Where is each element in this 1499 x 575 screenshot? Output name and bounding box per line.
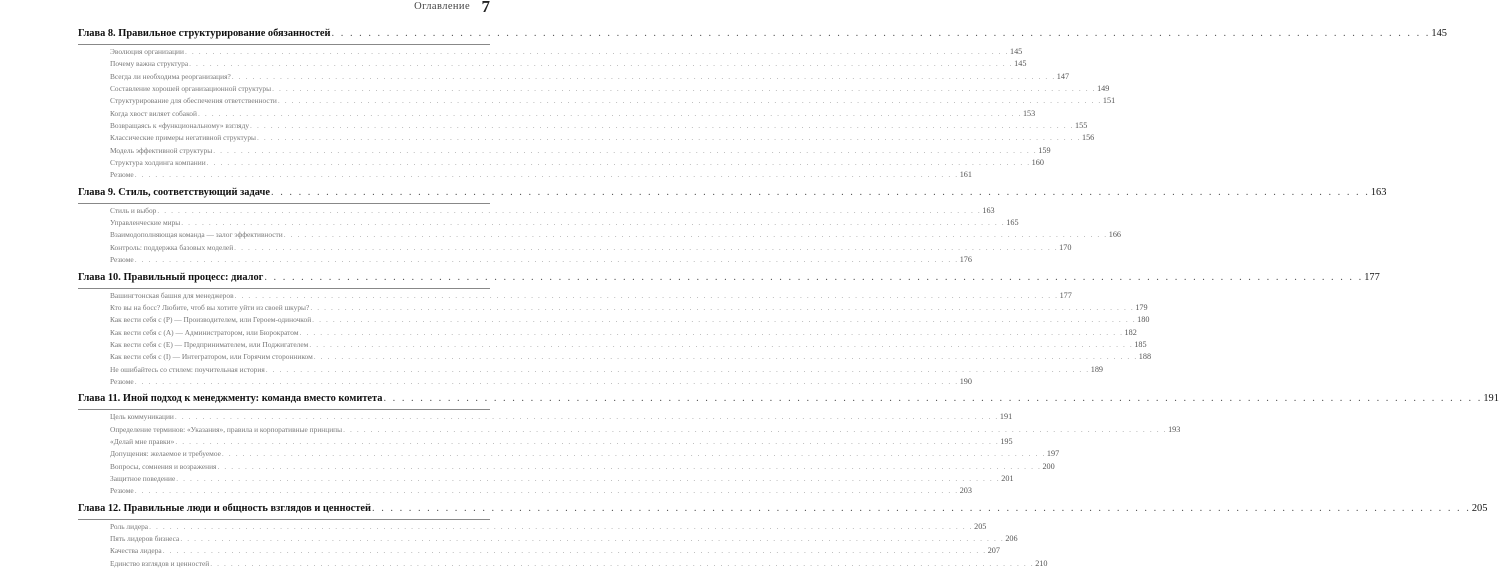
chapter-heading (78, 186, 1387, 202)
dot-leader: . . . . . . . . . . . . . . . . . . . . . . . . . . . . . . . . . . . . . . . . . . . . . . . . . . . . . . . . . . . . . . . . . . . . . . . . . . . . . . . . . . . . . . . . . . . . . . . . . . . . . . . . . . . . . . . . . . . . . . . . (149, 521, 974, 531)
dot-leader: . . . . . . . . . . . . . . . . . . . . . . . . . . . . . . . . . . . . . . . . . . . . . . . . . . . . . . . . . . . . . . . . . . . . . . . . . . . . . . . . . . . . . . . . . . . . . . . . . . . . . . . . . . . . . . . . . . . . . . . . (299, 327, 1124, 337)
toc-entry-title: Управленческие миры (110, 218, 181, 228)
toc-entry (110, 327, 1137, 340)
toc-entry-title: Резюме (110, 170, 134, 180)
toc-entry (110, 145, 1051, 158)
toc-entry-page: 180 (1137, 315, 1150, 325)
toc-entry (110, 449, 1060, 461)
toc-entry (110, 47, 1023, 59)
dot-leader: . . . . . . . . . . . . . . . . . . . . . . . . . . . . . . . . . . . . . . . . . . . . . . . . . . . . . . . . . . . . . . . . . . . . . . . . . . . . . . . . . . . . . . . . . . . . . . . . . . . . . . . . . . . . . . . . . . . . . . . . (277, 96, 1102, 106)
chapter-section (78, 393, 1499, 502)
toc-entry-page: 206 (1005, 534, 1018, 543)
toc-entry-title: Цель коммуникации (110, 412, 174, 422)
toc-entry-title: Как вести себя с (P) — Производителем, или Героем-одиночкой (110, 315, 312, 325)
dot-leader: . . . . . . . . . . . . . . . . . . . . . . . . . . . . . . . . . . . . . . . . . . . . . . . . . . . . . . . . . . . . . . . . . . . . . . . . . . . . . . . . . . . . . . . . . . . . . . . . . . . . . . . . . . . . . . . . . . . . . . . . (250, 121, 1075, 131)
toc-entry-page: 210 (1035, 558, 1048, 568)
dot-leader: . . . . . . . . . . . . . . . . . . . . . . . . . . . . . . . . . . . . . . . . . . . . . . . . . . . . . . . . . . . . . . . . . . . . . . . . . . . . . . . . . . . . . . . . . . . . . . . . . . . . . . . . . . . . . . . . . . . . . . . . (134, 170, 959, 180)
toc-entry-title: Вашингтонская башня для менеджеров (110, 290, 234, 300)
toc-entry (110, 558, 1048, 571)
toc-entry (110, 133, 1095, 145)
toc-entry (110, 302, 1148, 315)
toc-entry-title: Структурирование для обеспечения ответственности (110, 96, 277, 106)
chapter-section (78, 502, 1488, 575)
toc-entry-page: 161 (959, 170, 972, 180)
dot-leader: . . . . . . . . . . . . . . . . . . . . . . . . . . . . . . . . . . . . . . . . . . . . . . . . . . . . . . . . . . . . . . . . . . . . . . . . . . . . . . . . . . . . . . . . . . . . . . . . . . . . . . . . . . . . . . . . . . . . . . . . (272, 84, 1097, 94)
toc-entry-title: Как вести себя с (A) — Администратором, или Бюрократом (110, 327, 299, 337)
toc-entry-page: 185 (1134, 339, 1147, 349)
dot-leader: . . . . . . . . . . . . . . . . . . . . . . . . . . . . . . . . . . . . . . . . . . . . . . . . . . . . . . . . . . . . . . . . . . . . . . . . . . . . . . . . . . . . . . . . . . . . . . . . . . . . . . . . . . . . . . . . . . . . . . . . (134, 255, 959, 265)
toc-entry-title: Составление хорошей организационной структуры (110, 84, 272, 94)
toc-entry (110, 461, 1055, 474)
toc-entry-page: 147 (1056, 71, 1070, 81)
toc-entry-page: 156 (1081, 133, 1095, 143)
toc-entry (110, 486, 972, 498)
chapter-heading-title: Глава 12. Правильные люди и общность взглядов и ценностей (78, 502, 371, 514)
toc-entry (110, 352, 1152, 364)
dot-leader: . . . . . . . . . . . . . . . . . . . . . . . . . . . . . . . . . . . . . . . . . . . . . . . . . . . . . . . . . . . . . . . . . . . . . . . . . . . . . . . . . . . . . . . . . . . . . . . . . . . . . . . . . . . . . . . . . . . . . . . . (176, 473, 1001, 483)
toc-entry-title: Контроль: поддержка базовых моделей (110, 242, 234, 252)
toc-entry (110, 71, 1070, 84)
toc-entry (110, 315, 1150, 327)
dot-leader: . . . . . . . . . . . . . . . . . . . . . . . . . . . . . . . . . . . . . . . . . . . . . . . . . . . . . . . . . . . . . . . . . . . . . . . . . . . . . . . . . . . . . . . . . . . . . . . . . . . . . . . . . . . . . . . . . . . . . . . . (197, 108, 1022, 118)
dot-leader: . . . . . . . . . . . . . . . . . . . . . . . . . . . . . . . . . . . . . . . . . . . . . . . . . . . . . . . . . . . . . . . . . . . . . . . . . . . . . . . . . . . . . . . . . . . . . . . . . . . . . . . . . . . . . . . . . . . . . . . . (383, 393, 1483, 405)
toc-entry (110, 59, 1027, 71)
chapter-heading-page: 191 (1483, 393, 1499, 405)
toc-entry-title: Роль лидера (110, 521, 149, 531)
chapter-rule (78, 409, 490, 410)
toc-entry-page: 165 (1006, 218, 1019, 228)
dot-leader: . . . . . . . . . . . . . . . . . . . . . . . . . . . . . . . . . . . . . . . . . . . . . . . . . . . . . . . . . . . . . . . . . . . . . . . . . . . . . . . . . . . . . . . . . . . . . . . . . . . . . . . . . . . . . . . . . . . . . . . . (221, 449, 1046, 459)
toc-entry-page: 205 (974, 521, 987, 531)
toc-entry-title: Почему важна структура (110, 59, 189, 69)
chapter-items (110, 521, 1048, 571)
dot-leader: . . . . . . . . . . . . . . . . . . . . . . . . . . . . . . . . . . . . . . . . . . . . . . . . . . . . . . . . . . . . . . . . . . . . . . . . . . . . . . . . . . . . . . . . . . . . . . . . . . . . . . . . . . . . . . . . . . . . . . . . (213, 145, 1038, 155)
toc-entry (110, 121, 1088, 133)
toc-entry-title: Защитное поведение (110, 473, 176, 483)
chapter-rule (78, 44, 490, 45)
toc-entry-title: Взаимодополняющая команда — залог эффективности (110, 230, 283, 240)
dot-leader: . . . . . . . . . . . . . . . . . . . . . . . . . . . . . . . . . . . . . . . . . . . . . . . . . . . . . . . . . . . . . . . . . . . . . . . . . . . . . . . . . . . . . . . . . . . . . . . . . . . . . . . . . . . . . . . . . . . . . . . . (157, 205, 982, 215)
dot-leader: . . . . . . . . . . . . . . . . . . . . . . . . . . . . . . . . . . . . . . . . . . . . . . . . . . . . . . . . . . . . . . . . . . . . . . . . . . . . . . . . . . . . . . . . . . . . . . . . . . . . . . . . . . . . . . . . . . . . . . . . (283, 230, 1108, 240)
toc-entry-page: 166 (1108, 230, 1122, 240)
toc-entry-title: Структура холдинга компании (110, 158, 206, 168)
toc-entry-page: 195 (1000, 436, 1013, 446)
chapter-heading (78, 393, 1499, 408)
toc-entry (110, 290, 1072, 303)
chapter-rule (78, 519, 490, 520)
chapter-heading (78, 28, 1447, 43)
dot-leader: . . . . . . . . . . . . . . . . . . . . . . . . . . . . . . . . . . . . . . . . . . . . . . . . . . . . . . . . . . . . . . . . . . . . . . . . . . . . . . . . . . . . . . . . . . . . . . . . . . . . . . . . . . . . . . . . . . . . . . . . (271, 186, 1370, 198)
toc-entry-title: Вопросы, сомнения и возражения (110, 461, 217, 471)
toc-entry-title: Модель эффективной структуры (110, 145, 213, 155)
page-number: 7 (481, 0, 490, 16)
dot-leader: . . . . . . . . . . . . . . . . . . . . . . . . . . . . . . . . . . . . . . . . . . . . . . . . . . . . . . . . . . . . . . . . . . . . . . . . . . . . . . . . . . . . . . . . . . . . . . . . . . . . . . . . . . . . . . . . . . . . . . . . (162, 546, 987, 556)
toc-entry (110, 218, 1019, 230)
toc-entry-title: Определение терминов: «Указания», правила и корпоративные принципы (110, 424, 343, 434)
toc-entry-title: Качества лидера (110, 546, 162, 556)
toc-entry (110, 96, 1116, 108)
toc-entry-title: Допущения: желаемое и требуемое (110, 449, 221, 459)
dot-leader: . . . . . . . . . . . . . . . . . . . . . . . . . . . . . . . . . . . . . . . . . . . . . . . . . . . . . . . . . . . . . . . . . . . . . . . . . . . . . . . . . . . . . . . . . . . . . . . . . . . . . . . . . . . . . . . . . . . . . . . . (184, 47, 1009, 56)
toc-entry-page: 145 (1009, 47, 1023, 56)
dot-leader: . . . . . . . . . . . . . . . . . . . . . . . . . . . . . . . . . . . . . . . . . . . . . . . . . . . . . . . . . . . . . . . . . . . . . . . . . . . . . . . . . . . . . . . . . . . . . . . . . . . . . . . . . . . . . . . . . . . . . . . . (174, 412, 999, 422)
toc-entry-page: 190 (959, 376, 972, 386)
dot-leader: . . . . . . . . . . . . . . . . . . . . . . . . . . . . . . . . . . . . . . . . . . . . . . . . . . . . . . . . . . . . . . . . . . . . . . . . . . . . . . . . . . . . . . . . . . . . . . . . . . . . . . . . . . . . . . . . . . . . . . . . (372, 502, 1471, 514)
chapter-rule (78, 288, 490, 289)
chapter-heading (78, 502, 1488, 518)
chapter-items (110, 47, 1116, 183)
toc-entry (110, 376, 972, 389)
chapter-items (110, 205, 1122, 268)
toc-entry-page: 200 (1042, 461, 1055, 471)
toc-entry (110, 205, 995, 218)
toc-entry-page: 188 (1138, 352, 1152, 362)
toc-entry-page: 182 (1124, 327, 1137, 337)
dot-leader: . . . . . . . . . . . . . . . . . . . . . . . . . . . . . . . . . . . . . . . . . . . . . . . . . . . . . . . . . . . . . . . . . . . . . . . . . . . . . . . . . . . . . . . . . . . . . . . . . . . . . . . . . . . . . . . . . . . . . . . . (181, 218, 1006, 228)
toc-entry-title: Резюме (110, 486, 134, 496)
table-of-contents (78, 28, 1499, 575)
toc-entry-page: 203 (959, 486, 972, 496)
toc-entry-title: «Делай мне правки» (110, 436, 175, 446)
chapter-heading-page: 163 (1370, 186, 1387, 198)
toc-entry (110, 158, 1044, 170)
dot-leader: . . . . . . . . . . . . . . . . . . . . . . . . . . . . . . . . . . . . . . . . . . . . . . . . . . . . . . . . . . . . . . . . . . . . . . . . . . . . . . . . . . . . . . . . . . . . . . . . . . . . . . . . . . . . . . . . . . . . . . . . (310, 302, 1135, 312)
toc-entry-page: 151 (1102, 96, 1116, 106)
toc-entry (110, 84, 1110, 96)
dot-leader: . . . . . . . . . . . . . . . . . . . . . . . . . . . . . . . . . . . . . . . . . . . . . . . . . . . . . . . . . . . . . . . . . . . . . . . . . . . . . . . . . . . . . . . . . . . . . . . . . . . . . . . . . . . . . . . . . . . . . . . . (343, 424, 1168, 434)
toc-entry-page: 176 (959, 255, 972, 265)
toc-entry (110, 364, 1104, 377)
dot-leader: . . . . . . . . . . . . . . . . . . . . . . . . . . . . . . . . . . . . . . . . . . . . . . . . . . . . . . . . . . . . . . . . . . . . . . . . . . . . . . . . . . . . . . . . . . . . . . . . . . . . . . . . . . . . . . . . . . . . . . . . (309, 339, 1134, 349)
toc-entry-page: 159 (1038, 145, 1051, 155)
dot-leader: . . . . . . . . . . . . . . . . . . . . . . . . . . . . . . . . . . . . . . . . . . . . . . . . . . . . . . . . . . . . . . . . . . . . . . . . . . . . . . . . . . . . . . . . . . . . . . . . . . . . . . . . . . . . . . . . . . . . . . . . (206, 158, 1031, 168)
dot-leader: . . . . . . . . . . . . . . . . . . . . . . . . . . . . . . . . . . . . . . . . . . . . . . . . . . . . . . . . . . . . . . . . . . . . . . . . . . . . . . . . . . . . . . . . . . . . . . . . . . . . . . . . . . . . . . . . . . . . . . . . (256, 133, 1081, 143)
running-title: Оглавление (414, 1, 470, 12)
toc-entry-page: 197 (1046, 449, 1060, 459)
toc-entry (110, 170, 972, 182)
toc-entry-title: Не ошибайтесь со стилем: поучительная история (110, 364, 265, 374)
dot-leader: . . . . . . . . . . . . . . . . . . . . . . . . . . . . . . . . . . . . . . . . . . . . . . . . . . . . . . . . . . . . . . . . . . . . . . . . . . . . . . . . . . . . . . . . . . . . . . . . . . . . . . . . . . . . . . . . . . . . . . . . (210, 558, 1035, 568)
toc-entry-page: 163 (982, 205, 995, 215)
toc-entry (110, 255, 972, 267)
chapter-rule (78, 203, 490, 204)
chapter-heading-page: 177 (1364, 271, 1380, 283)
toc-entry-title: Как вести себя с (E) — Предпринимателем, или Поджигателем (110, 339, 309, 349)
toc-entry-title: Эволюция организации (110, 47, 184, 56)
toc-entry (110, 436, 1013, 449)
toc-entry-title: Единство взглядов и ценностей (110, 558, 210, 568)
toc-entry-page: 179 (1135, 302, 1148, 312)
toc-entry-title: Возвращаясь к «функциональному» взгляду (110, 121, 250, 131)
toc-entry-page: 201 (1001, 473, 1014, 483)
chapter-section (78, 271, 1380, 394)
toc-entry (110, 473, 1014, 486)
dot-leader: . . . . . . . . . . . . . . . . . . . . . . . . . . . . . . . . . . . . . . . . . . . . . . . . . . . . . . . . . . . . . . . . . . . . . . . . . . . . . . . . . . . . . . . . . . . . . . . . . . . . . . . . . . . . . . . . . . . . . . . . (234, 290, 1059, 300)
toc-entry-page: 170 (1059, 242, 1072, 252)
toc-entry (110, 424, 1181, 437)
chapter-heading-title: Глава 11. Иной подход к менеджменту: команда вместо комитета (78, 393, 383, 405)
dot-leader: . . . . . . . . . . . . . . . . . . . . . . . . . . . . . . . . . . . . . . . . . . . . . . . . . . . . . . . . . . . . . . . . . . . . . . . . . . . . . . . . . . . . . . . . . . . . . . . . . . . . . . . . . . . . . . . . . . . . . . . . (312, 315, 1137, 325)
chapter-heading-page: 205 (1471, 502, 1488, 514)
chapter-heading-title: Глава 9. Стиль, соответствующий задаче (78, 186, 270, 198)
chapter-section (78, 186, 1387, 272)
toc-entry-page: 177 (1059, 290, 1072, 300)
toc-entry-page: 193 (1168, 424, 1181, 434)
dot-leader: . . . . . . . . . . . . . . . . . . . . . . . . . . . . . . . . . . . . . . . . . . . . . . . . . . . . . . . . . . . . . . . . . . . . . . . . . . . . . . . . . . . . . . . . . . . . . . . . . . . . . . . . . . . . . . . . . . . . . . . . (331, 28, 1431, 39)
dot-leader: . . . . . . . . . . . . . . . . . . . . . . . . . . . . . . . . . . . . . . . . . . . . . . . . . . . . . . . . . . . . . . . . . . . . . . . . . . . . . . . . . . . . . . . . . . . . . . . . . . . . . . . . . . . . . . . . . . . . . . . . (313, 352, 1138, 362)
toc-entry-page: 145 (1014, 59, 1027, 69)
dot-leader: . . . . . . . . . . . . . . . . . . . . . . . . . . . . . . . . . . . . . . . . . . . . . . . . . . . . . . . . . . . . . . . . . . . . . . . . . . . . . . . . . . . . . . . . . . . . . . . . . . . . . . . . . . . . . . . . . . . . . . . . (217, 461, 1042, 471)
toc-entry (110, 339, 1147, 352)
chapter-section (78, 28, 1447, 187)
toc-entry-title: Классические примеры негативной структуры (110, 133, 256, 143)
toc-entry-title: Стиль и выбор (110, 205, 157, 215)
dot-leader: . . . . . . . . . . . . . . . . . . . . . . . . . . . . . . . . . . . . . . . . . . . . . . . . . . . . . . . . . . . . . . . . . . . . . . . . . . . . . . . . . . . . . . . . . . . . . . . . . . . . . . . . . . . . . . . . . . . . . . . . (134, 486, 959, 496)
dot-leader: . . . . . . . . . . . . . . . . . . . . . . . . . . . . . . . . . . . . . . . . . . . . . . . . . . . . . . . . . . . . . . . . . . . . . . . . . . . . . . . . . . . . . . . . . . . . . . . . . . . . . . . . . . . . . . . . . . . . . . . . (134, 376, 959, 386)
toc-entry-page: 191 (999, 412, 1013, 422)
chapter-items (110, 412, 1181, 498)
toc-entry (110, 521, 987, 534)
chapter-heading-title: Глава 8. Правильное структурирование обязанностей (78, 28, 331, 39)
toc-entry-page: 149 (1097, 84, 1110, 94)
toc-entry-title: Кто вы на босс? Любите, чтоб вы хотите уйти из своей шкуры? (110, 302, 310, 312)
toc-entry (110, 546, 1000, 558)
toc-entry-page: 155 (1075, 121, 1088, 131)
dot-leader: . . . . . . . . . . . . . . . . . . . . . . . . . . . . . . . . . . . . . . . . . . . . . . . . . . . . . . . . . . . . . . . . . . . . . . . . . . . . . . . . . . . . . . . . . . . . . . . . . . . . . . . . . . . . . . . . . . . . . . . . (180, 534, 1005, 543)
page-header (0, 0, 500, 22)
toc-entry-title: Резюме (110, 255, 134, 265)
toc-entry-page: 207 (987, 546, 1000, 556)
chapter-heading-title: Глава 10. Правильный процесс: диалог (78, 271, 264, 283)
dot-leader: . . . . . . . . . . . . . . . . . . . . . . . . . . . . . . . . . . . . . . . . . . . . . . . . . . . . . . . . . . . . . . . . . . . . . . . . . . . . . . . . . . . . . . . . . . . . . . . . . . . . . . . . . . . . . . . . . . . . . . . . (264, 271, 1364, 283)
toc-entry-title: Когда хвост виляет собакой (110, 108, 197, 118)
toc-entry-title: Резюме (110, 376, 134, 386)
chapter-items (110, 290, 1152, 390)
toc-entry-page: 189 (1090, 364, 1104, 374)
chapter-heading-page: 145 (1431, 28, 1447, 39)
dot-leader: . . . . . . . . . . . . . . . . . . . . . . . . . . . . . . . . . . . . . . . . . . . . . . . . . . . . . . . . . . . . . . . . . . . . . . . . . . . . . . . . . . . . . . . . . . . . . . . . . . . . . . . . . . . . . . . . . . . . . . . . (189, 59, 1014, 69)
toc-entry-title: Всегда ли необходима реорганизация? (110, 71, 231, 81)
chapter-heading (78, 271, 1380, 287)
dot-leader: . . . . . . . . . . . . . . . . . . . . . . . . . . . . . . . . . . . . . . . . . . . . . . . . . . . . . . . . . . . . . . . . . . . . . . . . . . . . . . . . . . . . . . . . . . . . . . . . . . . . . . . . . . . . . . . . . . . . . . . . (265, 364, 1090, 374)
toc-entry-title: Пять лидеров бизнеса (110, 534, 180, 543)
toc-entry (110, 242, 1072, 255)
dot-leader: . . . . . . . . . . . . . . . . . . . . . . . . . . . . . . . . . . . . . . . . . . . . . . . . . . . . . . . . . . . . . . . . . . . . . . . . . . . . . . . . . . . . . . . . . . . . . . . . . . . . . . . . . . . . . . . . . . . . . . . . (234, 242, 1059, 252)
dot-leader: . . . . . . . . . . . . . . . . . . . . . . . . . . . . . . . . . . . . . . . . . . . . . . . . . . . . . . . . . . . . . . . . . . . . . . . . . . . . . . . . . . . . . . . . . . . . . . . . . . . . . . . . . . . . . . . . . . . . . . . . (175, 436, 1000, 446)
toc-entry (110, 534, 1018, 546)
dot-leader: . . . . . . . . . . . . . . . . . . . . . . . . . . . . . . . . . . . . . . . . . . . . . . . . . . . . . . . . . . . . . . . . . . . . . . . . . . . . . . . . . . . . . . . . . . . . . . . . . . . . . . . . . . . . . . . . . . . . . . . . (231, 71, 1056, 81)
toc-entry (110, 108, 1036, 121)
toc-entry-page: 160 (1031, 158, 1044, 168)
toc-entry (110, 412, 1013, 424)
toc-entry-title: Как вести себя с (I) — Интегратором, или Горячим сторонником (110, 352, 313, 362)
toc-entry-page: 153 (1022, 108, 1036, 118)
toc-entry (110, 230, 1122, 242)
